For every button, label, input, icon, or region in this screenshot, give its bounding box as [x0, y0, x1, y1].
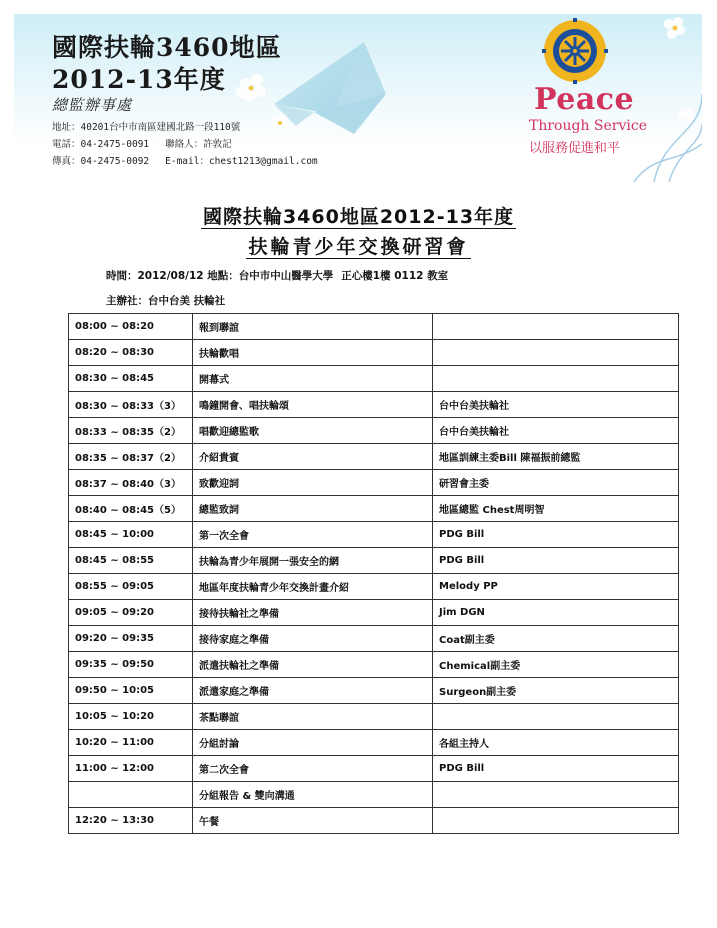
table-row	[69, 522, 679, 548]
presenter-cell: 研習會主委	[433, 470, 679, 496]
banner-fax: 傳真：04-2475-0092	[52, 156, 150, 167]
item-cell: 午餐	[193, 808, 433, 834]
presenter-cell: Melody PP	[433, 574, 679, 600]
item-cell: 第一次全會	[193, 522, 433, 548]
time-cell	[69, 782, 193, 808]
presenter-cell: PDG Bill	[433, 756, 679, 782]
time-cell: 10:05 ~ 10:20	[69, 704, 193, 730]
time-venue-text: 時間：2012/08/12 地點：台中市中山醫學大學	[106, 270, 334, 282]
time-cell: 12:20 ~ 13:30	[69, 808, 193, 834]
table-row	[69, 340, 679, 366]
presenter-cell	[433, 782, 679, 808]
banner-email: E-mail：chest1213@gmail.com	[165, 156, 318, 167]
table-row	[69, 678, 679, 704]
document-title: 國際扶輪3460地區2012-13年度	[202, 206, 515, 228]
banner-address: 地址：40201台中市南區建國北路一段110號	[52, 122, 241, 133]
event-time-venue	[106, 268, 448, 283]
item-cell: 派遣家庭之準備	[193, 678, 433, 704]
agenda-table	[68, 313, 679, 834]
presenter-cell: PDG Bill	[433, 522, 679, 548]
presenter-cell	[433, 808, 679, 834]
room-text: 正心樓1樓 0112 教室	[341, 270, 449, 282]
table-row	[69, 496, 679, 522]
time-cell: 09:05 ~ 09:20	[69, 600, 193, 626]
table-row	[69, 444, 679, 470]
table-row	[69, 730, 679, 756]
paper-crane-icon	[274, 42, 386, 134]
item-cell: 分組報告 & 雙向溝通	[193, 782, 433, 808]
time-cell: 08:20 ~ 08:30	[69, 340, 193, 366]
presenter-cell: PDG Bill	[433, 548, 679, 574]
presenter-cell	[433, 704, 679, 730]
time-cell: 08:33 ~ 08:35（2）	[69, 418, 193, 444]
table-row	[69, 392, 679, 418]
item-cell: 扶輪歡唱	[193, 340, 433, 366]
banner-contact: 聯絡人：許敦記	[165, 139, 232, 150]
presenter-cell	[433, 314, 679, 340]
time-cell: 08:35 ~ 08:37（2）	[69, 444, 193, 470]
time-cell: 08:40 ~ 08:45（5）	[69, 496, 193, 522]
time-cell: 08:37 ~ 08:40（3）	[69, 470, 193, 496]
time-cell: 09:20 ~ 09:35	[69, 626, 193, 652]
table-row	[69, 704, 679, 730]
item-cell: 茶點聯誼	[193, 704, 433, 730]
presenter-cell: Coat副主委	[433, 626, 679, 652]
item-cell: 接待家庭之準備	[193, 626, 433, 652]
swirl-decoration	[634, 94, 702, 182]
banner-office-name: 總監辦事處	[52, 96, 133, 114]
table-row	[69, 470, 679, 496]
item-cell: 致歡迎詞	[193, 470, 433, 496]
rotary-wheel-icon	[542, 18, 608, 84]
table-row	[69, 314, 679, 340]
table-row	[69, 574, 679, 600]
presenter-cell: Chemical副主委	[433, 652, 679, 678]
banner-district-title: 國際扶輪3460地區	[52, 33, 282, 62]
banner-year-title: 2012-13年度	[52, 65, 226, 94]
item-cell: 介紹貴賓	[193, 444, 433, 470]
item-cell: 報到聯誼	[193, 314, 433, 340]
table-row	[69, 782, 679, 808]
table-row	[69, 808, 679, 834]
agenda-body	[69, 314, 679, 834]
item-cell: 派遣扶輪社之準備	[193, 652, 433, 678]
presenter-cell: 台中台美扶輪社	[433, 392, 679, 418]
peace-slogan: Peace	[534, 82, 635, 117]
item-cell: 分組討論	[193, 730, 433, 756]
table-row	[69, 418, 679, 444]
presenter-cell: 各組主持人	[433, 730, 679, 756]
table-row	[69, 756, 679, 782]
table-row	[69, 548, 679, 574]
table-row	[69, 626, 679, 652]
letterhead-banner	[14, 14, 702, 182]
item-cell: 接待扶輪社之準備	[193, 600, 433, 626]
time-cell: 08:55 ~ 09:05	[69, 574, 193, 600]
presenter-cell	[433, 366, 679, 392]
table-row	[69, 366, 679, 392]
document-subtitle: 扶輪青少年交換研習會	[248, 236, 469, 258]
item-cell: 總監致詞	[193, 496, 433, 522]
time-cell: 09:50 ~ 10:05	[69, 678, 193, 704]
item-cell: 扶輪為青少年展開一張安全的網	[193, 548, 433, 574]
through-service-slogan: Through Service	[529, 118, 648, 134]
time-cell: 08:30 ~ 08:33（3）	[69, 392, 193, 418]
time-cell: 11:00 ~ 12:00	[69, 756, 193, 782]
item-cell: 地區年度扶輪青少年交換計畫介紹	[193, 574, 433, 600]
banner-fax-line	[52, 153, 318, 167]
banner-phone: 電話：04-2475-0091	[52, 139, 150, 150]
presenter-cell: 地區總監 Chest周明智	[433, 496, 679, 522]
item-cell: 第二次全會	[193, 756, 433, 782]
time-cell: 08:45 ~ 10:00	[69, 522, 193, 548]
time-cell: 08:45 ~ 08:55	[69, 548, 193, 574]
table-row	[69, 600, 679, 626]
time-cell: 10:20 ~ 11:00	[69, 730, 193, 756]
table-row	[69, 652, 679, 678]
presenter-cell	[433, 340, 679, 366]
time-cell: 08:30 ~ 08:45	[69, 366, 193, 392]
event-host: 主辦社：台中台美 扶輪社	[106, 295, 226, 307]
presenter-cell: Jim DGN	[433, 600, 679, 626]
item-cell: 開幕式	[193, 366, 433, 392]
item-cell: 鳴鐘開會、唱扶輪頌	[193, 392, 433, 418]
time-cell: 08:00 ~ 08:20	[69, 314, 193, 340]
time-cell: 09:35 ~ 09:50	[69, 652, 193, 678]
presenter-cell: 台中台美扶輪社	[433, 418, 679, 444]
item-cell: 唱歡迎總監歌	[193, 418, 433, 444]
theme-motto: 以服務促進和平	[529, 141, 621, 156]
presenter-cell: 地區訓練主委Bill 陳福振前總監	[433, 444, 679, 470]
presenter-cell: Surgeon副主委	[433, 678, 679, 704]
banner-phone-line	[52, 136, 232, 150]
